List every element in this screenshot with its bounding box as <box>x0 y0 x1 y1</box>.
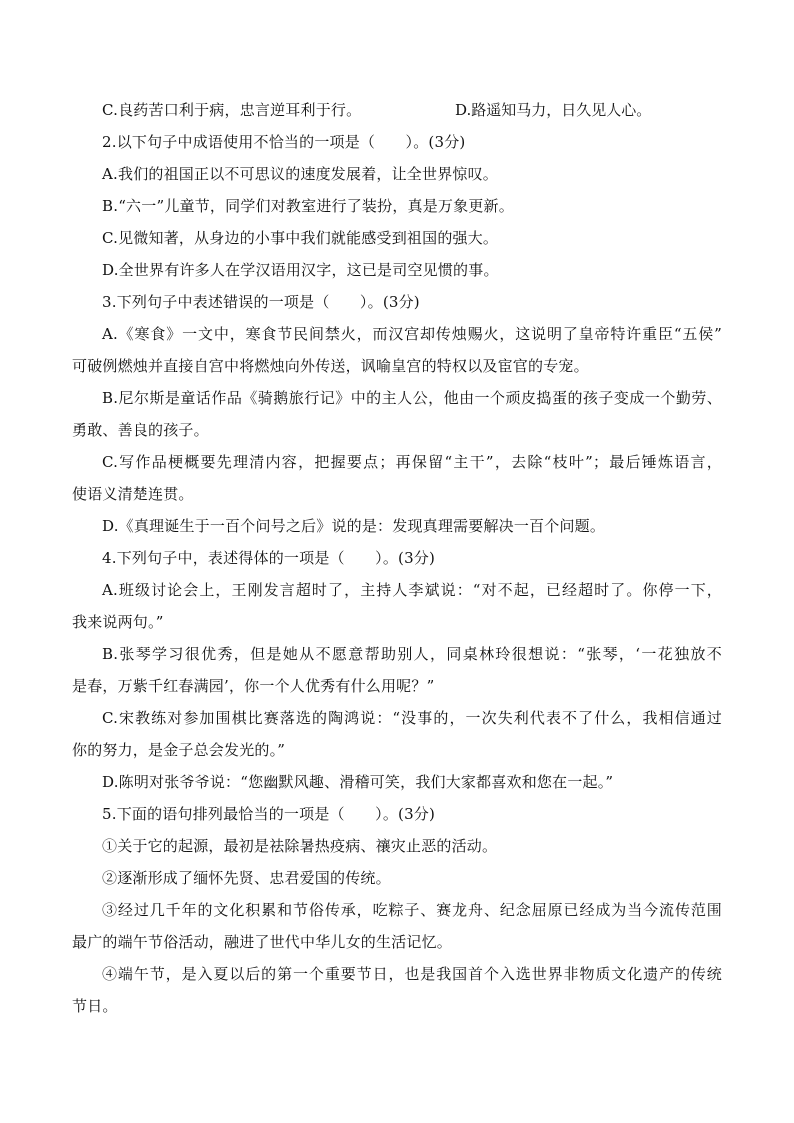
q1-option-c: C.良药苦口利于病，忠言逆耳利于行。 <box>102 101 362 119</box>
q4-option-a-line1: A.班级讨论会上，王刚发言超时了，主持人李斌说：“对不起，已经超时了。你停一下， <box>102 581 722 599</box>
q3-stem: 3.下列句子中表述错误的一项是（ ）。(3分) <box>102 293 420 311</box>
q2-stem: 2.以下句子中成语使用不恰当的一项是（ ）。(3分) <box>102 133 466 151</box>
q2-option-a: A.我们的祖国正以不可思议的速度发展着，让全世界惊叹。 <box>102 165 499 183</box>
q5-sentence-4-line1: ④端午节，是入夏以后的第一个重要节日，也是我国首个入选世界非物质文化遗产的传统 <box>102 965 722 983</box>
q5-sentence-3-line2: 最广的端午节俗活动，融进了世代中华儿女的生活记忆。 <box>72 933 453 951</box>
q5-sentence-3-line1: ③经过几千年的文化积累和节俗传承，吃粽子、赛龙舟、纪念屈原已经成为当今流传范围 <box>102 901 722 919</box>
q2-option-c: C.见微知著，从身边的小事中我们就能感受到祖国的强大。 <box>102 229 499 247</box>
q4-option-d: D.陈明对张爷爷说：“您幽默风趣、滑稽可笑，我们大家都喜欢和您在一起。” <box>102 773 614 791</box>
q5-sentence-2: ②逐渐形成了缅怀先贤、忠君爱国的传统。 <box>102 869 391 887</box>
q4-option-c-line1: C.宋教练对参加围棋比赛落选的陶鸿说：“没事的，一次失利代表不了什么，我相信通过 <box>102 709 722 727</box>
q4-option-b-line2: 是春，万紫千红春满园’，你一个人优秀有什么用呢？” <box>72 677 435 695</box>
q3-option-d: D.《真理诞生于一百个问号之后》说的是：发现真理需要解决一百个问题。 <box>102 517 606 535</box>
q5-sentence-4-line2: 节日。 <box>72 997 118 1015</box>
q2-option-d: D.全世界有许多人在学汉语用汉字，这已是司空见惯的事。 <box>102 261 499 279</box>
q3-option-b-line2: 勇敢、善良的孩子。 <box>72 421 209 439</box>
q3-option-c-line1: C.写作品梗概要先理清内容，把握要点；再保留“主干”，去除“枝叶”；最后锤炼语言， <box>102 453 722 471</box>
q1-option-d: D.路遥知马力，日久见人心。 <box>455 101 652 119</box>
q3-option-c-line2: 使语义清楚连贯。 <box>72 485 194 503</box>
q4-option-c-line2: 你的努力，是金子总会发光的。” <box>72 741 286 759</box>
q4-option-a-line2: 我来说两句。” <box>72 613 164 631</box>
q5-sentence-1: ①关于它的起源，最初是祛除暑热疫病、禳灾止恶的活动。 <box>102 837 498 855</box>
q4-option-b-line1: B.张琴学习很优秀，但是她从不愿意帮助别人，同桌林玲很想说：“张琴，‘一花独放不 <box>102 645 722 663</box>
q2-option-b: B.“六一”儿童节，同学们对教室进行了装扮，真是万象更新。 <box>102 197 514 215</box>
q3-option-a-line2: 可破例燃烛并直接自宫中将燃烛向外传送，讽喻皇宫的特权以及宦官的专宠。 <box>72 357 589 375</box>
q4-stem: 4.下列句子中，表述得体的一项是（ ）。(3分) <box>102 549 436 567</box>
q3-option-a-line1: A.《寒食》一文中，寒食节民间禁火，而汉宫却传烛赐火，这说明了皇帝特许重臣“五侯” <box>102 325 722 343</box>
q3-option-b-line1: B.尼尔斯是童话作品《骑鹅旅行记》中的主人公，他由一个顽皮捣蛋的孩子变成一个勤劳、 <box>102 389 722 407</box>
q5-stem: 5.下面的语句排列最恰当的一项是（ ）。(3分) <box>102 805 436 823</box>
